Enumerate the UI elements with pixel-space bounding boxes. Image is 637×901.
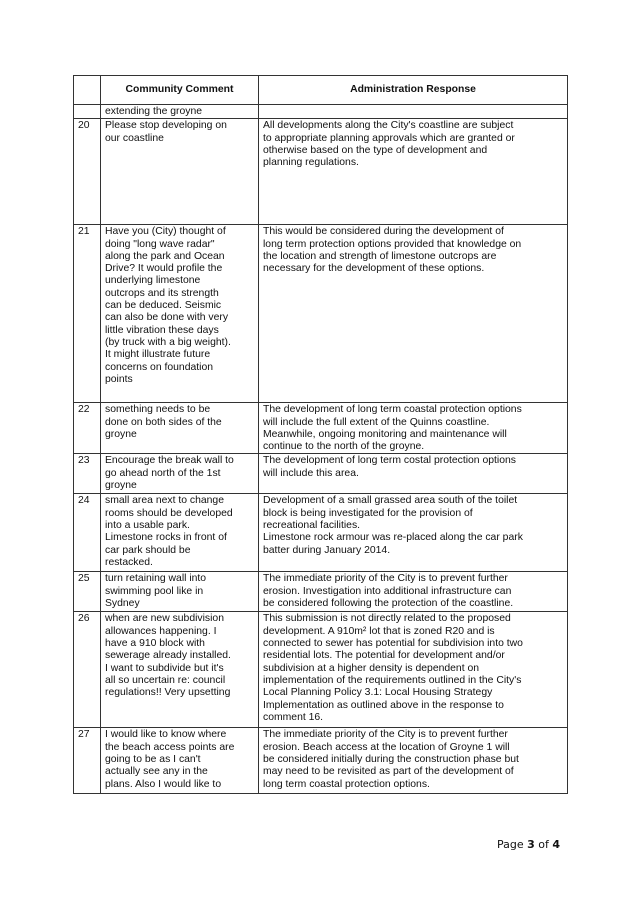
table-header-row	[74, 76, 568, 105]
row-number	[74, 105, 101, 119]
header-administration-response: Administration Response	[259, 76, 568, 105]
table-row	[74, 403, 568, 454]
row-number: 26	[74, 612, 101, 728]
table-row	[74, 572, 568, 612]
table-row	[74, 119, 568, 225]
table-row	[74, 728, 568, 794]
row-number: 25	[74, 572, 101, 612]
row-number: 23	[74, 454, 101, 494]
community-comment-cell: something needs to be done on both sides of the groyne	[101, 403, 259, 454]
administration-response-cell: Development of a small grassed area south of the toilet block is being investigated for the provision of recreational facilities. Limestone rock armour was re-placed along the car park batter during January 2014.	[259, 494, 568, 572]
table-row	[74, 454, 568, 494]
comments-table	[73, 75, 568, 794]
community-comment-cell: Please stop developing on our coastline	[101, 119, 259, 225]
header-community-comment: Community Comment	[101, 76, 259, 105]
community-comment-cell: I would like to know where the beach access points are going to be as I can't actually see any in the plans. Also I would like to	[101, 728, 259, 794]
administration-response-cell: The immediate priority of the City is to prevent further erosion. Beach access at the location of Groyne 1 will be considered initially during the construction phase but may need to be revisited as part of the development of long term coastal protection options.	[259, 728, 568, 794]
administration-response-cell: The development of long term coastal protection options will include the full extent of the Quinns coastline. Meanwhile, ongoing monitoring and maintenance will continue to the north of the groyne.	[259, 403, 568, 454]
community-comment-cell: Have you (City) thought of doing "long wave radar" along the park and Ocean Drive? It would profile the underlying limestone outcrops and its strength can be deduced. Seismic can also be done with very little vibration these days (by truck with a big weight). It might illustrate future concerns on foundation points	[101, 225, 259, 403]
community-comment-cell: when are new subdivision allowances happening. I have a 910 block with sewerage already installed. I want to subdivide but it's all so uncertain re: council regulations!! Very upsetting	[101, 612, 259, 728]
row-number: 27	[74, 728, 101, 794]
table-row	[74, 105, 568, 119]
total-pages: 4	[552, 838, 561, 851]
header-number	[74, 76, 101, 105]
administration-response-cell: All developments along the City's coastline are subject to appropriate planning approvals which are granted or otherwise based on the type of development and planning regulations.	[259, 119, 568, 225]
table-row	[74, 494, 568, 572]
administration-response-cell: The development of long term costal protection options will include this area.	[259, 454, 568, 494]
page-of-label: of	[534, 838, 553, 851]
table-row	[74, 612, 568, 728]
administration-response-cell	[259, 105, 568, 119]
administration-response-cell: The immediate priority of the City is to prevent further erosion. Investigation into additional infrastructure can be considered following the protection of the coastline.	[259, 572, 568, 612]
administration-response-cell: This would be considered during the development of long term protection options provided that knowledge on the location and strength of limestone outcrops are necessary for the development of these options.	[259, 225, 568, 403]
community-comment-cell: small area next to change rooms should be developed into a usable park. Limestone rocks in front of car park should be restacked.	[101, 494, 259, 572]
community-comment-cell: extending the groyne	[101, 105, 259, 119]
page-label: Page	[497, 838, 528, 851]
row-number: 20	[74, 119, 101, 225]
community-comment-cell: Encourage the break wall to go ahead north of the 1st groyne	[101, 454, 259, 494]
administration-response-cell: This submission is not directly related to the proposed development. A 910m² lot that is zoned R20 and is connected to sewer has potential for subdivision into two residential lots. The potential for development and/or subdivision at a higher density is dependent on implementation of the requirements outlined in the City's Local Planning Policy 3.1: Local Housing Strategy Implementation as outlined above in the response to comment 16.	[259, 612, 568, 728]
row-number: 24	[74, 494, 101, 572]
page-number	[497, 838, 560, 851]
row-number: 22	[74, 403, 101, 454]
community-comment-cell: turn retaining wall into swimming pool like in Sydney	[101, 572, 259, 612]
table-row	[74, 225, 568, 403]
current-page: 3	[527, 838, 535, 851]
row-number: 21	[74, 225, 101, 403]
